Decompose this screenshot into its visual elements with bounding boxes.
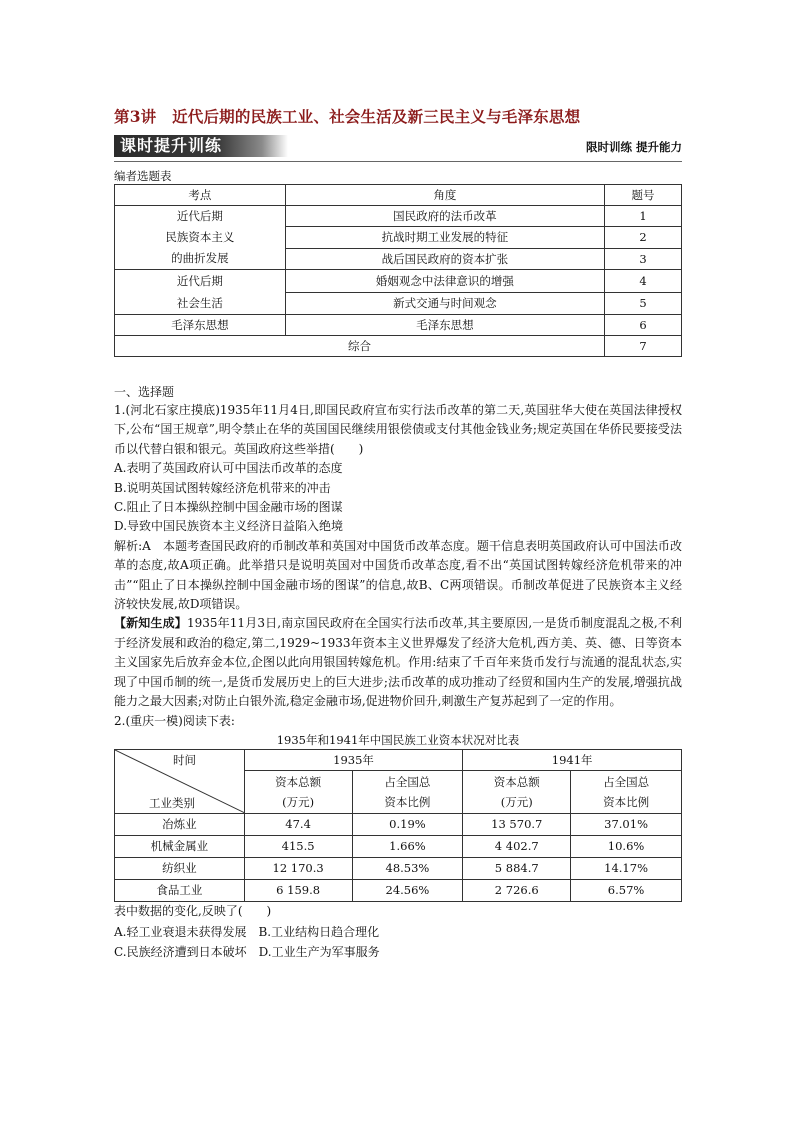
page-content <box>114 103 682 962</box>
topic-group-cell <box>115 206 286 270</box>
data-table-caption: 1935年和1941年中国民族工业资本状况对比表 <box>276 732 520 747</box>
summary-cell: 综合 <box>115 336 605 357</box>
banner-label: 课时提升训练 <box>114 135 288 157</box>
question-1-option-d: D.导致中国民族资本主义经济日益陷入绝境 <box>114 519 344 534</box>
value-cell: 24.56% <box>352 879 463 901</box>
sub-header-text: (万元) <box>500 795 533 810</box>
number-cell: 4 <box>605 270 682 293</box>
table-row <box>115 270 682 293</box>
question-1-option-a: A.表明了英国政府认可中国法币改革的态度 <box>114 461 343 476</box>
question-2-stem: 2.(重庆一模)阅读下表: <box>114 713 235 728</box>
industry-name: 冶炼业 <box>115 813 245 835</box>
industry-name: 机械金属业 <box>115 835 245 857</box>
sub-header-text: (万元) <box>282 795 315 810</box>
angle-cell: 国民政府的法币改革 <box>285 206 604 227</box>
value-cell: 2 726.6 <box>463 879 571 901</box>
value-cell: 6 159.8 <box>244 879 352 901</box>
table-row <box>115 206 682 227</box>
table-row <box>115 813 682 835</box>
question-2-prompt: 表中数据的变化,反映了( ) <box>114 903 272 918</box>
topics-table <box>114 184 682 357</box>
sub-header-text: 资本总额 <box>275 775 322 790</box>
question-1-option-b: B.说明英国试图转嫁经济危机带来的冲击 <box>114 480 331 495</box>
topics-caption: 编者选题表 <box>114 169 172 183</box>
industry-name: 食品工业 <box>115 879 245 901</box>
banner-row <box>114 135 682 162</box>
lesson-title: 第3讲 近代后期的民族工业、社会生活及新三民主义与毛泽东思想 <box>114 107 581 126</box>
question-1-option-c: C.阻止了日本操纵控制中国金融市场的图谋 <box>114 500 343 515</box>
angle-cell: 婚姻观念中法律意识的增强 <box>285 270 604 293</box>
sub-header-text: 资本比例 <box>603 795 650 810</box>
sub-header <box>571 771 682 814</box>
new-knowledge-block <box>114 614 682 711</box>
sub-header <box>244 771 352 814</box>
angle-cell: 抗战时期工业发展的特征 <box>285 227 604 248</box>
value-cell: 13 570.7 <box>463 813 571 835</box>
number-cell: 1 <box>605 206 682 227</box>
value-cell: 14.17% <box>571 857 682 879</box>
topic-text: 民族资本主义 <box>165 230 235 244</box>
question-1-analysis: 解析:A 本题考查国民政府的币制改革和英国对中国货币改革态度。题干信息表明英国政府认可中国法币改革的态度,故A项正确。此举措只是说明英国对中国货币改革态度,看不出“英国试图转嫁经济危机带来的冲击”“阻止了日本操纵控制中国金融市场的图谋”的信息,故B、C两项错误。币制改革促进了民族资本主义经济较快发展,故D项错误。 <box>114 538 682 612</box>
year-header: 1935年 <box>244 749 463 770</box>
table-header-row <box>115 185 682 206</box>
number-cell: 3 <box>605 248 682 269</box>
topic-group-cell <box>115 270 286 315</box>
year-header: 1941年 <box>463 749 682 770</box>
number-cell: 5 <box>605 292 682 315</box>
topic-group-cell: 毛泽东思想 <box>115 315 286 336</box>
value-cell: 6.57% <box>571 879 682 901</box>
new-knowledge-text: 1935年11月3日,南京国民政府在全国实行法币改革,其主要原因,一是货币制度混乱之极,不利于经济发展和政治的稳定,第二,1929~1933年资本主义世界爆发了经济大危机,西方美、英、德、日等资本主义国家先后放弃金本位,企图以此向用银国转嫁危机。作用:结束了千百年来货币发行与流通的混乱状态,实现了中国币制的统一,是货币发展历史上的巨大进步;法币改革的成功推动了经贸和国内生产的发展,增强抗战能力之最大因素;对防止白银外流,稳定金融市场,促进物价回升,刺激生产复苏起到了一定的作用。 <box>114 616 682 709</box>
value-cell: 10.6% <box>571 835 682 857</box>
topic-text: 近代后期 <box>176 209 223 223</box>
topic-text: 的曲折发展 <box>171 251 229 265</box>
value-cell: 37.01% <box>571 813 682 835</box>
sub-header <box>352 771 463 814</box>
section-heading: 一、选择题 <box>114 385 175 399</box>
value-cell: 12 170.3 <box>244 857 352 879</box>
value-cell: 48.53% <box>352 857 463 879</box>
value-cell: 1.66% <box>352 835 463 857</box>
table-row <box>115 336 682 357</box>
angle-cell: 毛泽东思想 <box>285 315 604 336</box>
number-cell: 2 <box>605 227 682 248</box>
number-cell: 6 <box>605 315 682 336</box>
sub-header <box>463 771 571 814</box>
value-cell: 5 884.7 <box>463 857 571 879</box>
sub-header-text: 占全国总 <box>384 775 431 790</box>
industry-capital-table <box>114 749 682 902</box>
question-2-options-cd: C.民族经济遭到日本破坏 D.工业生产为军事服务 <box>114 944 380 959</box>
table-row <box>115 749 682 770</box>
industry-name: 纺织业 <box>115 857 245 879</box>
topic-text: 近代后期 <box>176 274 223 288</box>
sub-header-text: 占全国总 <box>603 775 650 790</box>
table-row <box>115 835 682 857</box>
topic-text: 社会生活 <box>176 296 223 310</box>
value-cell: 415.5 <box>244 835 352 857</box>
diag-top-label: 时间 <box>173 752 196 767</box>
header-cell: 题号 <box>605 185 682 206</box>
question-2-options-ab: A.轻工业衰退未获得发展 B.工业结构日趋合理化 <box>114 925 380 940</box>
angle-cell: 新式交通与时间观念 <box>285 292 604 315</box>
sub-header-text: 资本总额 <box>493 775 540 790</box>
angle-cell: 战后国民政府的资本扩张 <box>285 248 604 269</box>
value-cell: 47.4 <box>244 813 352 835</box>
table-row <box>115 315 682 336</box>
banner-slogan: 限时训练 提升能力 <box>585 140 682 154</box>
value-cell: 4 402.7 <box>463 835 571 857</box>
value-cell: 0.19% <box>352 813 463 835</box>
sub-header-text: 资本比例 <box>384 795 431 810</box>
diagonal-header-cell <box>115 749 245 813</box>
new-knowledge-label: 【新知生成】 <box>114 616 187 631</box>
number-cell: 7 <box>605 336 682 357</box>
table-row <box>115 879 682 901</box>
diag-bottom-label: 工业类别 <box>149 795 195 810</box>
header-cell: 角度 <box>285 185 604 206</box>
question-1-stem: 1.(河北石家庄摸底)1935年11月4日,即国民政府宣布实行法币改革的第二天,英国驻华大使在英国法律授权下,公布“国王规章”,明令禁止在华的英国国民继续用银偿债或支付其他金钱业务;规定英国在华侨民要接受法币以代替白银和银元。英国政府这些举措( ) <box>114 403 682 456</box>
header-cell: 考点 <box>115 185 286 206</box>
table-row <box>115 857 682 879</box>
